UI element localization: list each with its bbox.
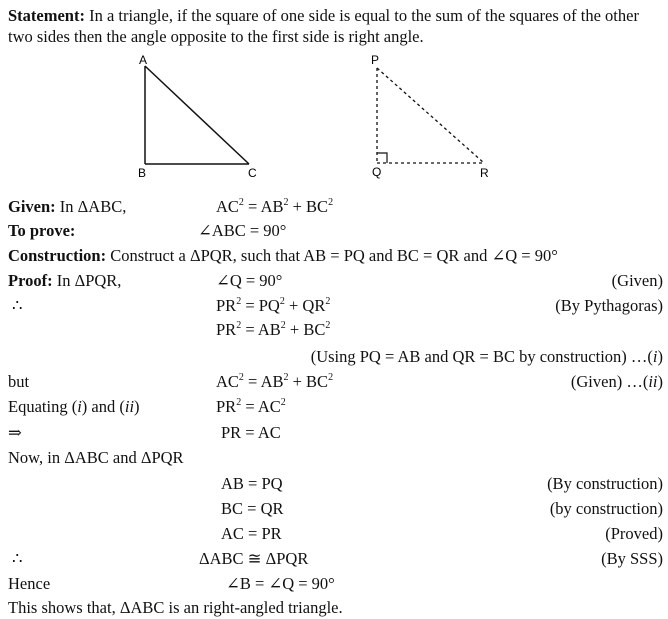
proof-line-5 [8, 371, 663, 393]
therefore-symbol-2: ∴ [12, 549, 23, 568]
but-word: but [8, 372, 30, 391]
implies-symbol: ⇒ [8, 423, 22, 442]
hence-word: Hence [8, 574, 51, 593]
proof-line-6 [8, 396, 663, 418]
proof-reason-5: (Given) …(ii) [570, 372, 663, 391]
proof-reason-2: (By Pythagoras) [555, 296, 663, 315]
conclusion-line [8, 597, 663, 619]
proof-eq-12: ΔABC ≅ ΔPQR [199, 549, 309, 568]
proof-label: Proof: [8, 271, 53, 290]
now-in-text: Now, in ΔABC and ΔPQR [8, 448, 184, 467]
proof-line-1 [8, 270, 663, 292]
equating-text: Equating (i) and (ii) [8, 397, 140, 416]
proof-line-10 [8, 498, 663, 520]
triangle-pqr [371, 53, 489, 180]
to-prove-label: To prove: [8, 221, 76, 240]
given-text: In ΔABC, [55, 197, 127, 216]
proof-eq-5: $AC^2 = AB^2 + BC^2$ [216, 372, 334, 391]
vertex-a-label: A [139, 53, 148, 67]
proof-reason-1: (Given) [611, 271, 663, 290]
vertex-c-label: C [248, 166, 257, 180]
given-line [8, 196, 663, 218]
proof-reason-4: (Using PQ = AB and QR = BC by construction) …(i) [310, 347, 663, 366]
construction-text: Construct a ΔPQR, such that AB = PQ and BC = QR and ∠Q = 90° [106, 246, 558, 265]
proof-line-3 [8, 319, 663, 341]
proof-line-12 [8, 548, 663, 570]
triangle-figures [0, 0, 668, 200]
conclusion-text: This shows that, ΔABC is an right-angled triangle. [8, 598, 343, 617]
proof-text: In ΔPQR, [52, 271, 122, 290]
proof-eq-7: PR = AC [221, 423, 281, 442]
to-prove-line [8, 220, 663, 242]
proof-eq-10: BC = QR [221, 499, 284, 518]
given-label: Given: [8, 197, 56, 216]
proof-reason-10: (by construction) [549, 499, 663, 518]
vertex-b-label: B [138, 166, 147, 180]
proof-eq-1: ∠Q = 90° [216, 271, 283, 290]
proof-line-11 [8, 523, 663, 545]
right-angle-mark [377, 153, 387, 163]
proof-reason-9: (By construction) [547, 474, 663, 493]
to-prove-equation: ∠ABC = 90° [198, 221, 287, 240]
construction-label: Construction: [8, 246, 107, 265]
proof-reason-11: (Proved) [605, 524, 663, 543]
proof-line-4 [8, 346, 663, 368]
construction-line [8, 245, 663, 267]
proof-eq-2: $PR^2 = PQ^2 + QR^2$ [216, 296, 331, 315]
vertex-p-label: P [371, 53, 380, 67]
vertex-r-label: R [480, 166, 489, 180]
proof-eq-11: AC = PR [221, 524, 282, 543]
proof-line-7 [8, 422, 663, 444]
statement-label: Statement: [8, 6, 85, 25]
proof-line-2 [8, 295, 663, 317]
proof-eq-3: $PR^2 = AB^2 + BC^2$ [216, 320, 331, 339]
proof-eq-9: AB = PQ [221, 474, 283, 493]
proof-line-8 [8, 447, 663, 469]
proof-eq-13: ∠B = ∠Q = 90° [226, 574, 335, 593]
therefore-symbol: ∴ [12, 296, 23, 315]
proof-reason-12: (By SSS) [601, 549, 663, 568]
vertex-q-label: Q [372, 165, 382, 179]
proof-line-13 [8, 573, 663, 595]
statement-text: In a triangle, if the square of one side is equal to the sum of the squares of the other two sides then the angle opposite to the first side is right angle. [8, 6, 639, 46]
triangle-abc [138, 53, 257, 180]
given-equation: $AC^2 = AB^2 + BC^2$ [216, 197, 334, 216]
proof-line-9 [8, 473, 663, 495]
proof-eq-6: $PR^2 = AC^2$ [216, 397, 286, 416]
